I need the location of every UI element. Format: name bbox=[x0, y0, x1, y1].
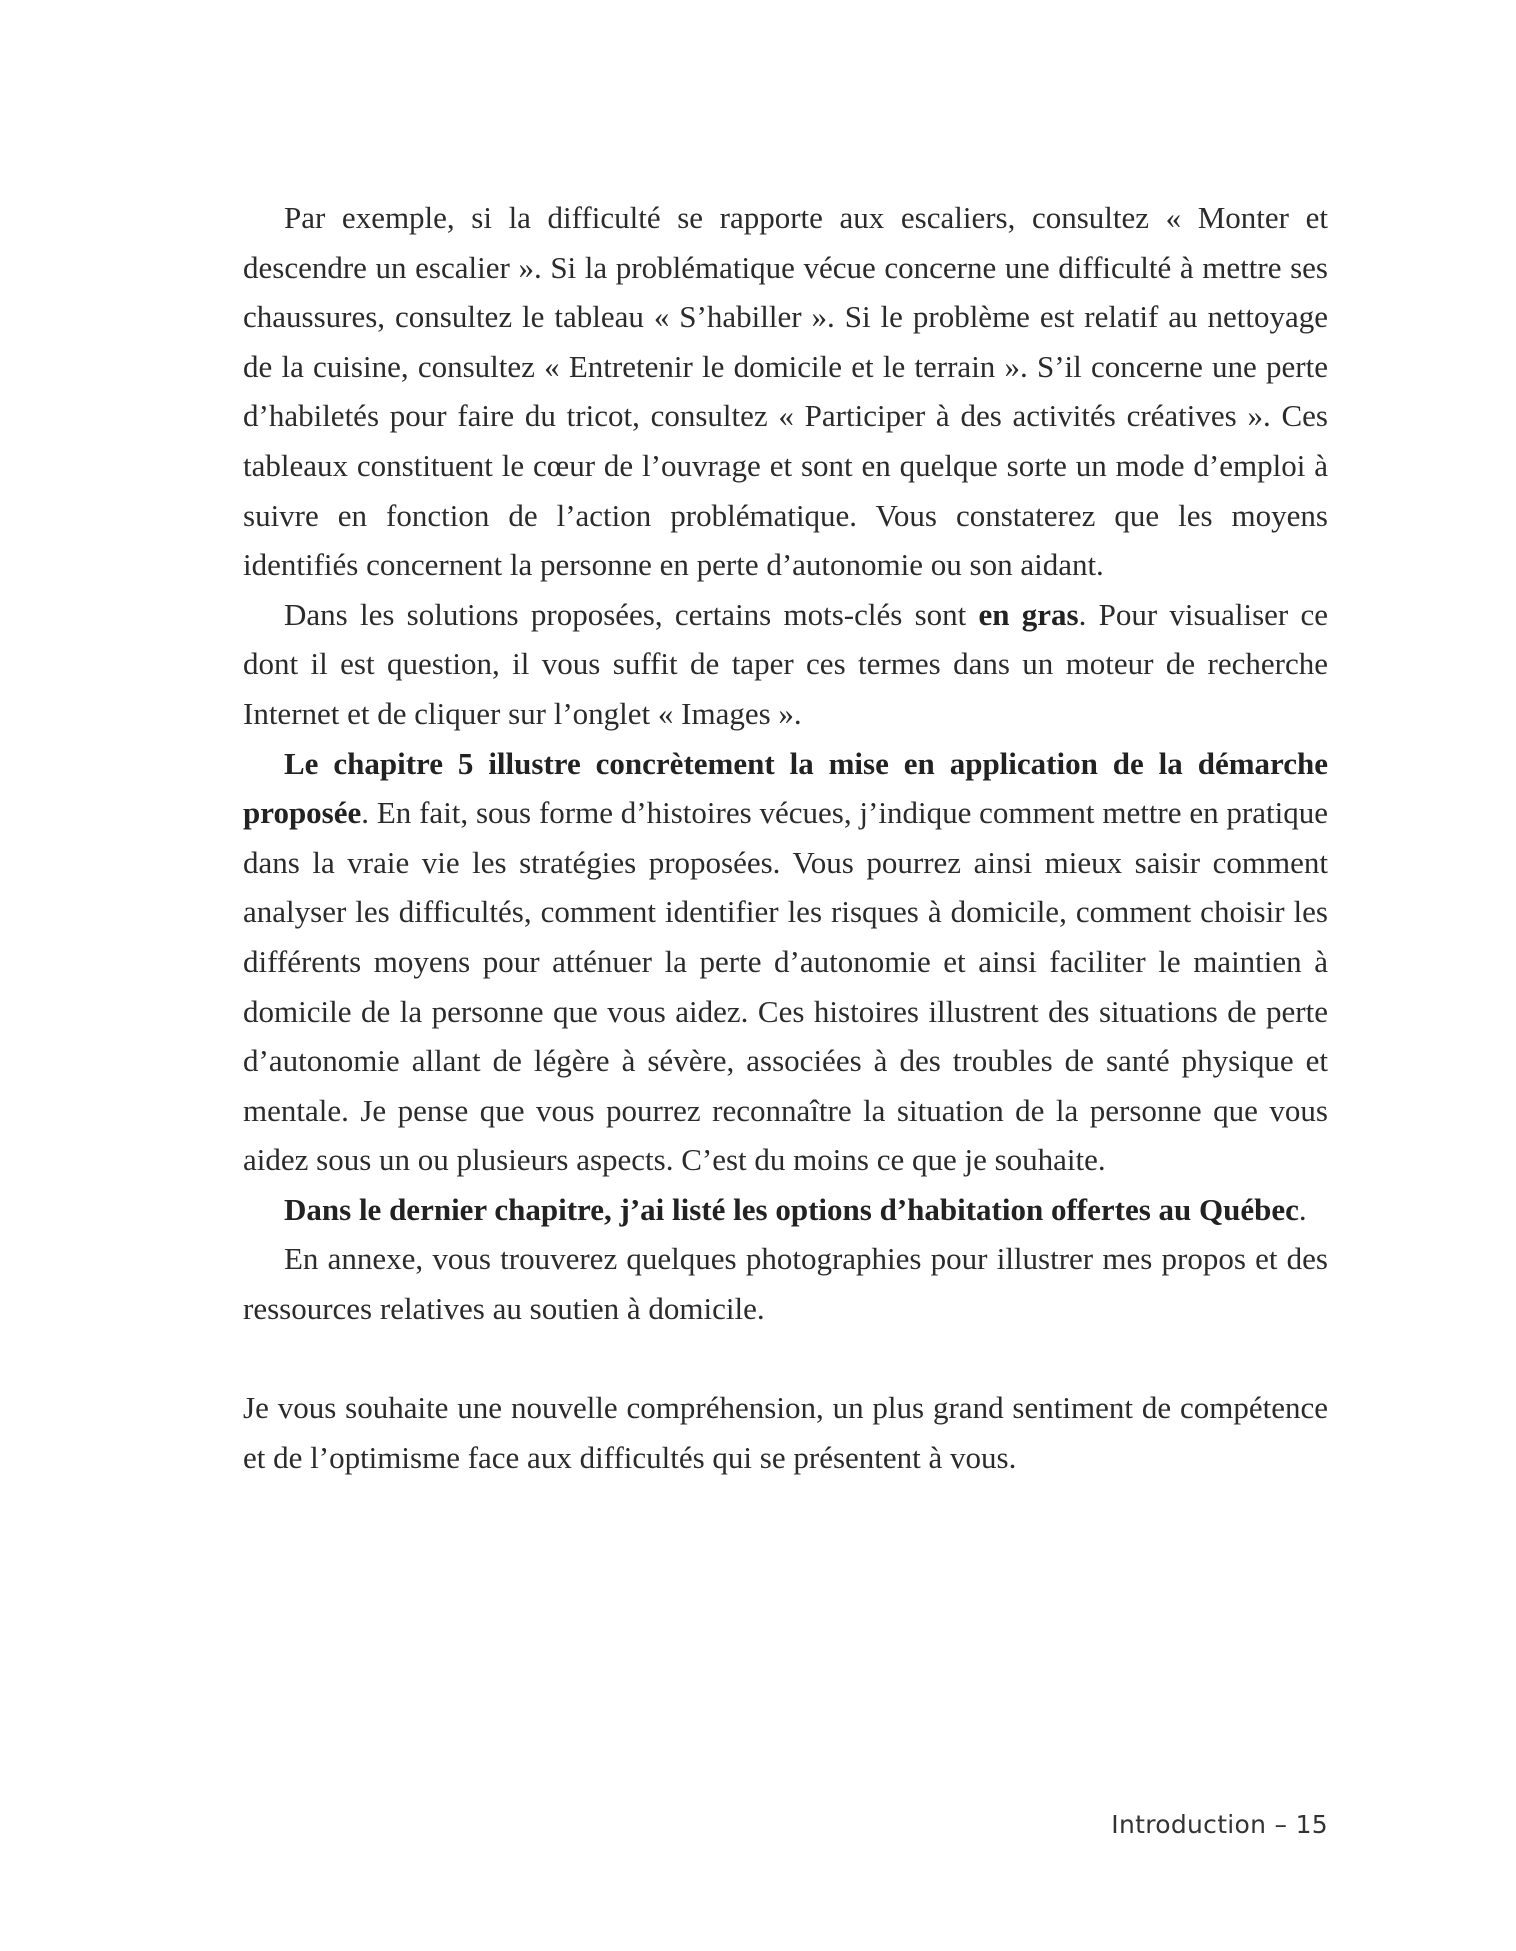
paragraph-closing-wish: Je vous souhaite une nouvelle compréhension, un plus grand sentiment de compétence et de l’optimisme face aux difficultés qui se présentent à vous. bbox=[243, 1390, 1328, 1475]
body-text bbox=[243, 193, 1328, 1482]
running-footer: Introduction – 15 bbox=[1111, 1810, 1328, 1839]
paragraph-appendix: En annexe, vous trouverez quelques photographies pour illustrer mes propos et des ressources relatives au soutien à domicile. bbox=[243, 1241, 1328, 1327]
paragraph-chapter-5 bbox=[243, 739, 1328, 1185]
paragraph-bold-keywords-start: Dans les solutions proposées, certains mots-clés sont bbox=[284, 596, 979, 632]
paragraph-stair-examples: Par exemple, si la difficulté se rapporte aux escaliers, consultez « Monter et descendre un escalier ». Si la problématique vécue concerne une difficulté à mettre ses chaussures, consultez le tableau « S’habiller ». Si le problème est relatif au nettoyage de la cuisine, consultez « Entretenir le domicile et le terrain ». S’il concerne une perte d’habiletés pour faire du tricot, consultez « Participer à des activités créatives ». Ces tableaux constituent le cœur de l’ouvrage et sont en quelque sorte un mode d’emploi à suivre en fonction de l’action problématique. Vous constaterez que les moyens identifiés concernent la personne en perte d’autonomie ou son aidant. bbox=[243, 200, 1328, 583]
last-chapter-highlight: Dans le dernier chapitre, j’ai listé les options d’habitation offertes au Québec bbox=[284, 1191, 1299, 1227]
paragraph-last-chapter bbox=[243, 1185, 1328, 1235]
paragraph-bold-keywords bbox=[243, 590, 1328, 739]
chapter-5-highlight: Le chapitre 5 illustre concrètement la mise en application de la démarche proposée bbox=[243, 745, 1328, 831]
paragraph-last-chapter-end: . bbox=[1298, 1191, 1307, 1227]
bold-example-term: en gras bbox=[978, 596, 1079, 632]
paragraph-chapter-5-text: . En fait, sous forme d’histoires vécues, j’indique comment mettre en pratique dans la vraie vie les stratégies proposées. Vous pourrez ainsi mieux saisir comment analyser les difficultés, comment identifier les risques à domicile, comment choisir les différents moyens pour atténuer la perte d’autonomie et ainsi faciliter le maintien à domicile de la personne que vous aidez. Ces histoires illustrent des situations de perte d’autonomie allant de légère à sévère, associées à des troubles de santé physique et mentale. Je pense que vous pourrez reconnaître la situation de la personne que vous aidez sous un ou plusieurs aspects. C’est du moins ce que je souhaite. bbox=[243, 795, 1328, 1178]
paragraph-bold-keywords-end: . Pour visualiser ce dont il est question, il vous suffit de taper ces termes dans un moteur de recherche Internet et de cliquer sur l’onglet « Images ». bbox=[243, 596, 1329, 731]
